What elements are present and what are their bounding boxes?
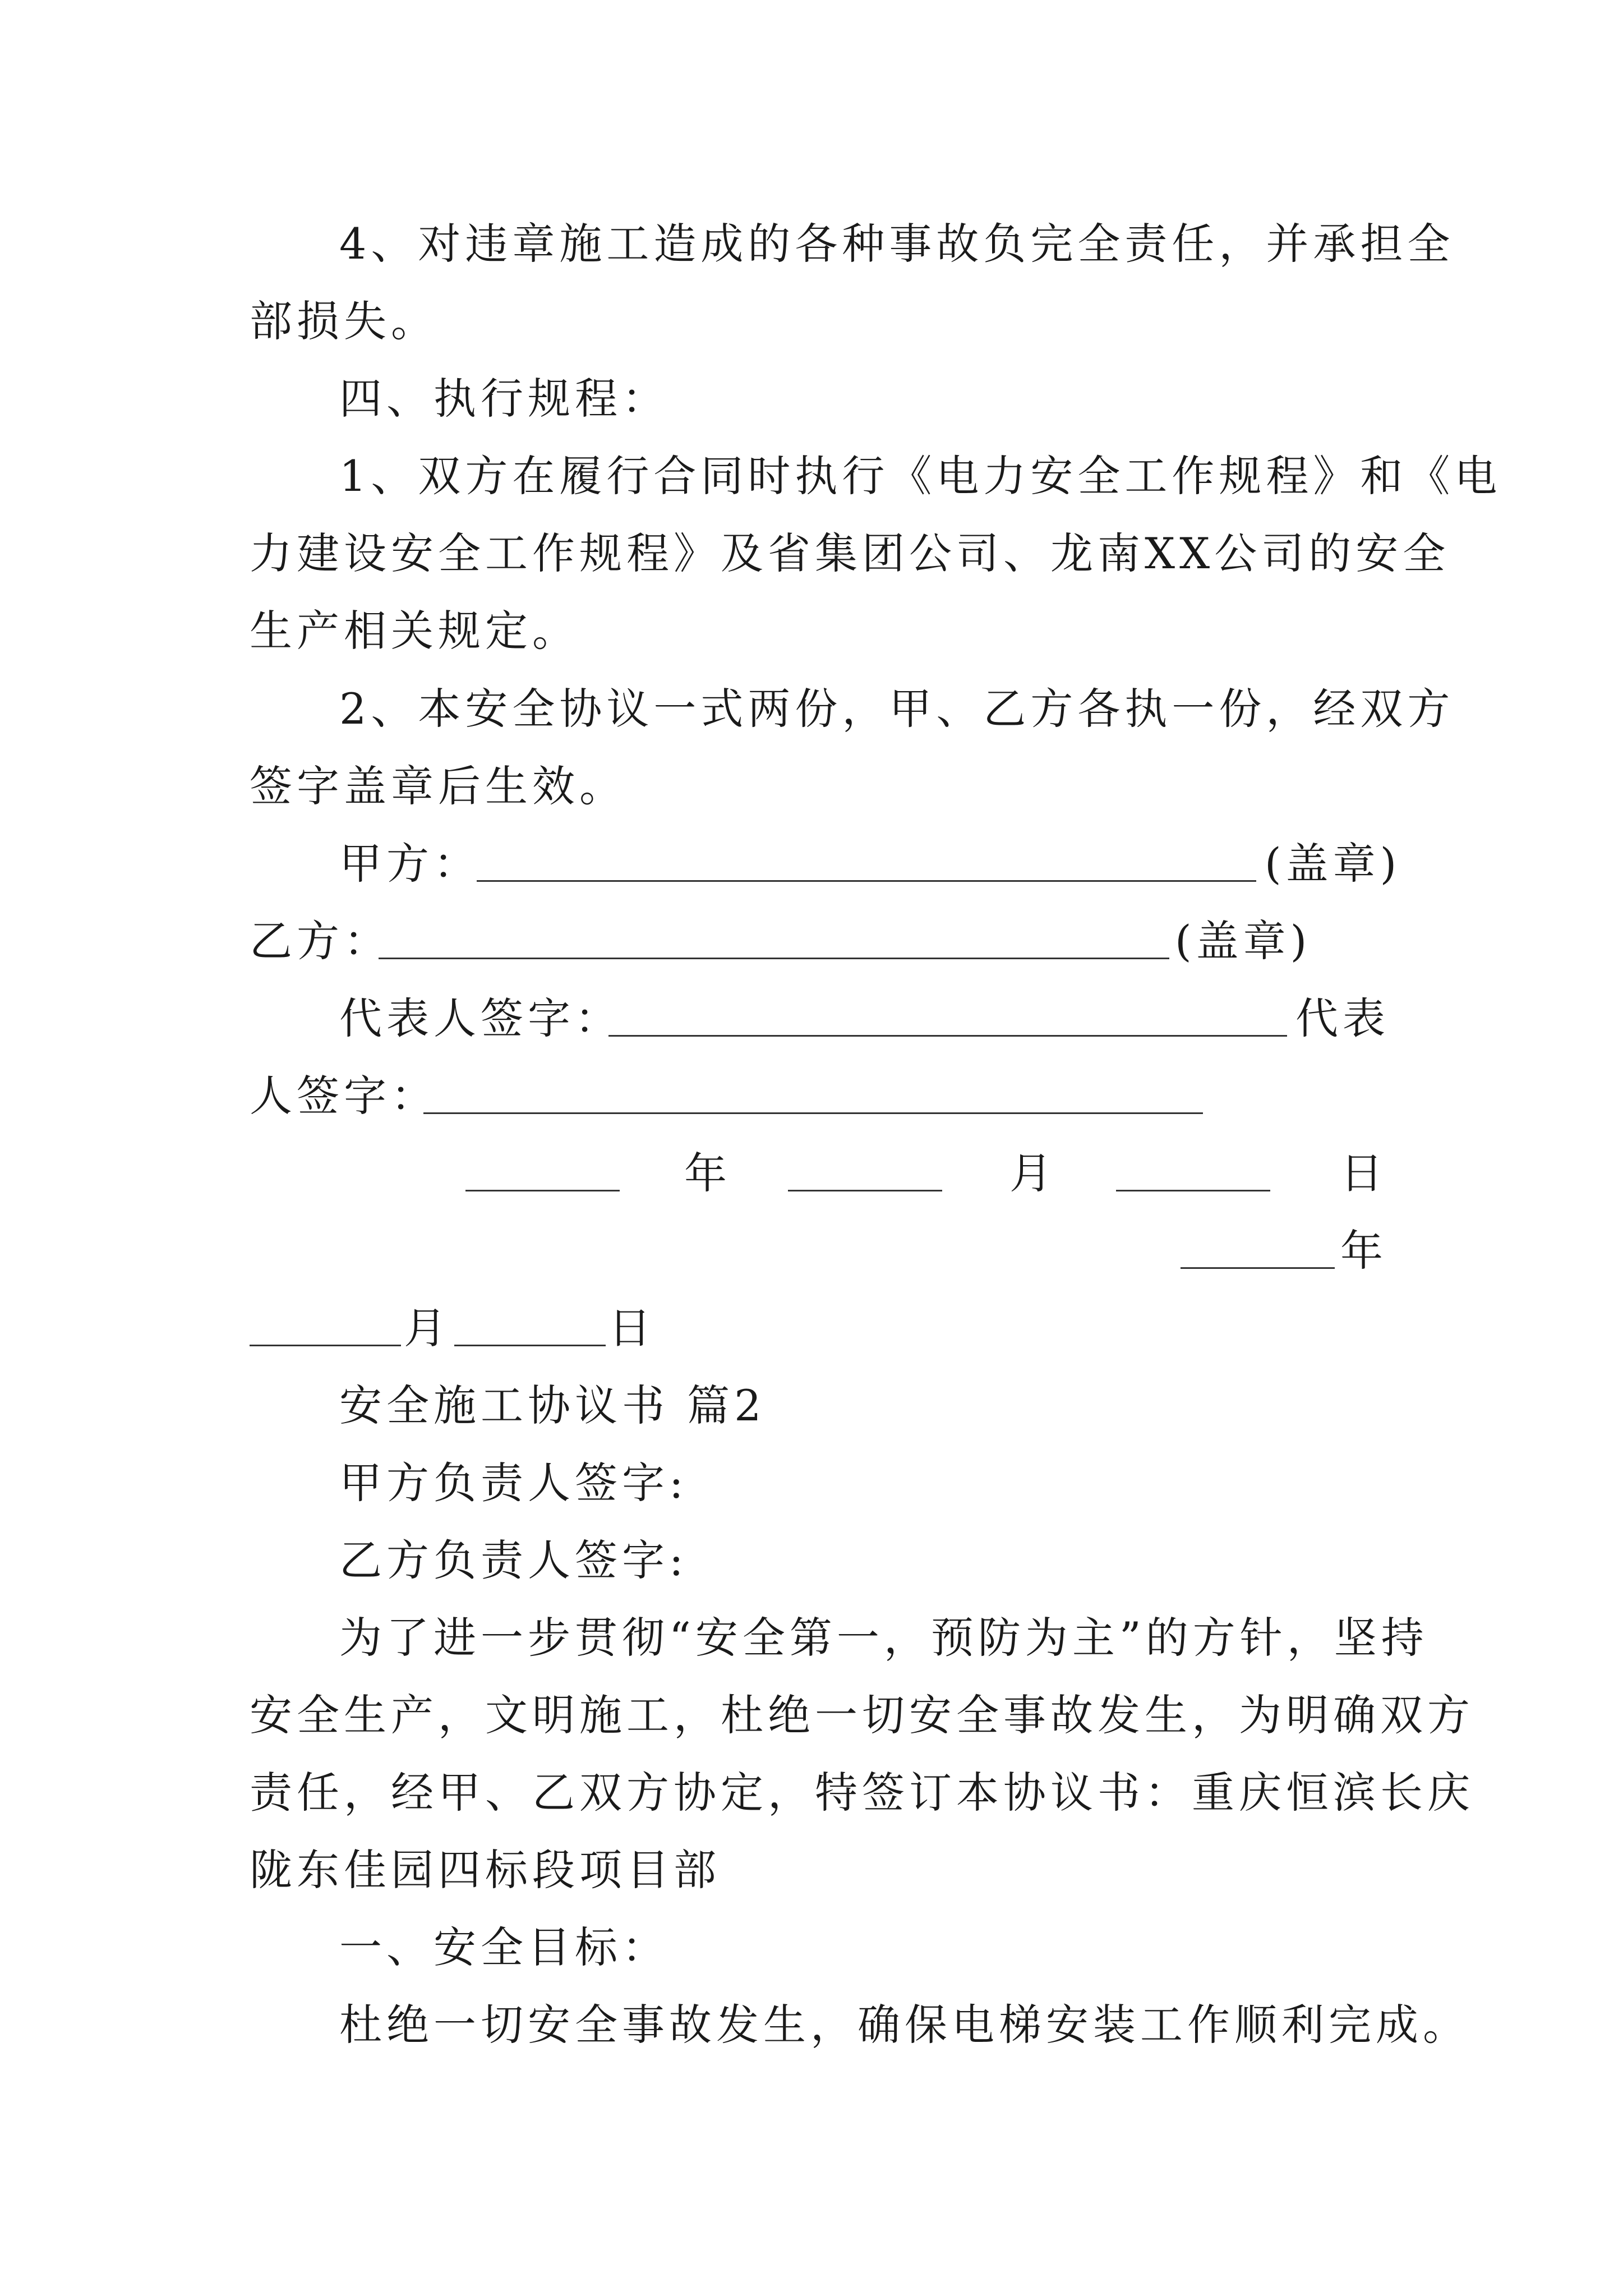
party-b-label: 乙方： [250, 916, 391, 966]
year-blank [465, 1189, 620, 1191]
month-blank-2 [250, 1344, 401, 1346]
day-label: 日 [1340, 1148, 1387, 1198]
paragraph-line: 生产相关规定。 [250, 606, 579, 656]
paragraph-line: 陇东佳园四标段项目部 [250, 1845, 721, 1895]
date-row-3 [250, 1289, 1394, 1368]
date-row-2 [250, 1212, 1394, 1290]
party-a-label: 甲方： [339, 839, 481, 889]
paragraph-line: 力建设安全工作规程》及省集团公司、龙南XX公司的安全 [250, 528, 1450, 578]
party-b-seal: (盖章) [1175, 916, 1312, 966]
party-a-signature-row [339, 825, 1405, 903]
representative-blank [608, 1034, 1287, 1037]
representative-blank-2 [423, 1112, 1203, 1114]
paragraph-line: 部损失。 [250, 296, 438, 346]
section-heading: 一、安全目标： [339, 1922, 669, 1972]
paragraph-line: 1、双方在履行合同时执行《电力安全工作规程》和《电 [339, 451, 1502, 501]
year-blank-2 [1181, 1267, 1335, 1269]
month-blank [788, 1189, 942, 1191]
paragraph-line: 责任，经甲、乙双方协定，特签订本协议书：重庆恒滨长庆 [250, 1768, 1474, 1818]
representative-row [339, 979, 1394, 1058]
party-a-seal: (盖章) [1265, 839, 1401, 889]
party-a-responsible-sign: 甲方负责人签字: [339, 1458, 688, 1508]
month-label-2: 月 [404, 1303, 451, 1353]
paragraph-line: 安全生产，文明施工，杜绝一切安全事故发生，为明确双方 [250, 1690, 1474, 1740]
month-label: 月 [1009, 1148, 1057, 1198]
day-label-2: 日 [608, 1303, 656, 1353]
party-a-blank [477, 880, 1256, 882]
representative-label-tail: 代表 [1295, 993, 1390, 1043]
paragraph-line: 4、对违章施工造成的各种事故负完全责任，并承担全 [339, 219, 1455, 269]
paragraph-line: 2、本安全协议一式两份，甲、乙方各执一份，经双方 [339, 684, 1455, 734]
section-title: 安全施工协议书 篇2 [339, 1381, 766, 1430]
date-row-1 [250, 1134, 1394, 1213]
paragraph-line: 签字盖章后生效。 [250, 761, 626, 811]
representative-label: 代表人签字： [339, 993, 622, 1043]
party-b-blank [379, 957, 1169, 959]
section-heading: 四、执行规程： [339, 374, 669, 424]
representative-label-cont: 人签字： [250, 1071, 438, 1121]
day-blank [1116, 1189, 1270, 1191]
paragraph-line: 为了进一步贯彻“安全第一，预防为主”的方针，坚持 [339, 1613, 1428, 1663]
party-b-signature-row [250, 902, 1371, 981]
year-label: 年 [684, 1148, 731, 1198]
party-b-responsible-sign: 乙方负责人签字: [339, 1535, 688, 1585]
day-blank-2 [454, 1344, 606, 1346]
year-label-2: 年 [1340, 1226, 1387, 1276]
representative-row-2 [250, 1057, 1371, 1135]
paragraph-line: 杜绝一切安全事故发生，确保电梯安装工作顺利完成。 [339, 2000, 1470, 2050]
